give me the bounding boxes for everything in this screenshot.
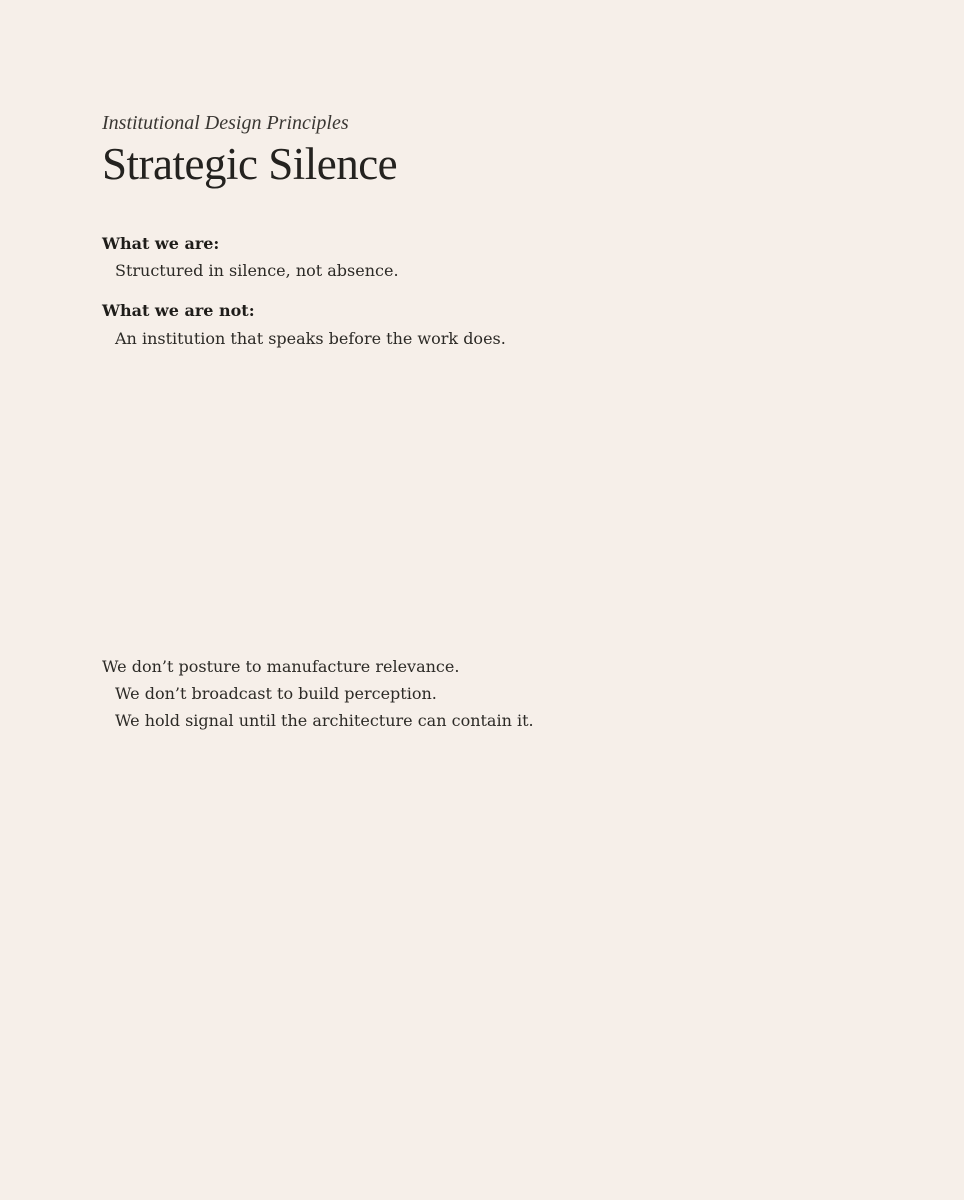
definition-text-what-we-are: Structured in silence, not absence. xyxy=(115,261,399,280)
document-title: Strategic Silence xyxy=(102,139,398,189)
statement-signal: We hold signal until the architecture can contain it. xyxy=(115,711,534,730)
statement-posture: We don’t posture to manufacture relevance. xyxy=(102,657,460,676)
document-subtitle: Institutional Design Principles xyxy=(102,112,349,134)
definition-label-what-we-are-not: What we are not: xyxy=(102,301,255,320)
definition-text-what-we-are-not: An institution that speaks before the work does. xyxy=(115,329,506,348)
definition-label-what-we-are: What we are: xyxy=(102,234,220,253)
statement-broadcast: We don’t broadcast to build perception. xyxy=(115,684,437,703)
